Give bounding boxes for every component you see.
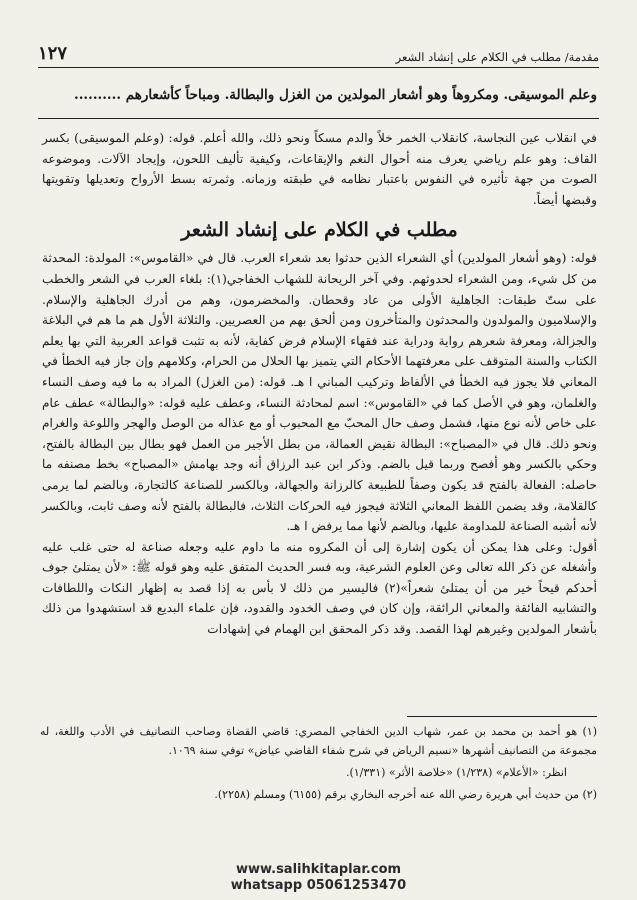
running-title: مقدمة/ مطلب في الكلام على إنشاد الشعر — [395, 50, 599, 64]
footnote-1: (١) هو أحمد بن محمد بن عمر، شهاب الدين الخفاجي المصري: قاضي القضاة وصاحب التصانيف في الأدب واللغة، له مجموعة من التصانيف أشهرها «نسيم الرياض في شرح شفاء القاضي عياض» توفي سنة ١٠٦٩. — [40, 725, 597, 757]
footnote-2: (٢) من حديث أبي هريرة رضي الله عنه أخرجه البخاري برقم (٦١٥٥) ومسلم (٢٢٥٨). — [214, 788, 597, 801]
page-number: ١٢٧ — [38, 43, 68, 64]
running-header — [38, 40, 599, 68]
watermark-whatsapp: whatsapp 05061253470 — [230, 878, 407, 893]
footnote-1-source: انظر: «الأعلام» (١/٢٣٨) «خلاصة الأثر» (١/٣٣١). — [345, 766, 567, 779]
watermark — [0, 862, 637, 894]
matn-line: وعلم الموسيقى. ومكروهاً وهو أشعار المولدين من الغزل والبطالة. ومباحاً كأشعارهم .......... — [74, 87, 597, 103]
paragraph-main-2: أقول: وعلى هذا يمكن أن يكون إشارة إلى أن المكروه منه ما داوم عليه وجعله صناعة له حتى غلب عليه وأشغله عن ذكر الله تعالى وعن العلوم الشرعية، وبه فسر الحديث المتفق عليه وهو قوله ﷺ: «لأن يمتلئ جوف أحدكم قيحاً خير من أن يمتلئ شعراً»(٢) فاليسير من ذلك لا بأس به إذا قصد به إظهار النكات واللطافات والتشابيه الفائقة والمعاني الرائقة، وإن كان في وصف الخدود والقدود، فإن علماء البديع قد استشهدوا من ذلك بأشعار المولدين وغيرهم لهذا القصد. وقد ذكر المحقق ابن الهمام في إشهادات — [42, 539, 597, 637]
paragraph-intro: في انقلاب عين النجاسة، كانقلاب الخمر خلاً والدم مسكاً ونحو ذلك، والله أعلم. قوله: (وعلم الموسيقى) بكسر القاف: وهو علم رياضي يعرف منه أحوال النغم والإيقاعات، وكيفية تأليف اللحون، وإيجاد الآلات. وموضوعه الصوت من جهة تأثيره في النفوس باعتبار نظامه في طبقته وزمانه. وثمرته بسط الأرواح وتعديلها وتقويتها وقبضها أيضاً. — [42, 131, 597, 207]
section-title: مطلب في الكلام على إنشاد الشعر — [181, 219, 458, 242]
matn-divider — [38, 118, 599, 119]
footnote-divider — [407, 716, 597, 717]
paragraph-main-1: قوله: (وهو أشعار المولدين) أي الشعراء الذين حدثوا بعد شعراء العرب. قال في «القاموس»: المولدة: المحدثة من كل شيء، ومن الشعراء لحدوثهم. وفي آخر الريحانة للشهاب الخفاجي(١): بلغاء العرب في الشعر والخطب على ستّ طبقات: الجاهلية الأولى من عاد وقحطان. والمخضرمون، وهم من أدرك الجاهلية والإسلام. والإسلاميون والمولدون والمحدثون والمتأخرون ومن ألحق بهم من العصريين. والثلاثة الأول هم ما هم في البلاغة والجزالة، ومعرفة شعرهم رواية ودراية عند فقهاء الإسلام فرض كفاية، لأنه به تثبت قواعد العربية التي بها يعلم الكتاب والسنة المتوقف على معرفتهما الأحكام التي يتميز بها الحلال من الحرام، وكلامهم وإن جاز فيه الخطأ في المعاني فلا يجوز فيه الخطأ في الألفاظ وتركيب المباني ا هـ. قوله: (من الغزل) المراد به ما فيه وصف النساء والغلمان، وهو في الأصل كما في «القاموس»: اسم لمحادثة النساء، وعطف عليه قوله: «والبطالة» عطف عام على خاص لأنه نوع منها، فشمل وصف حال المحبّ مع المحبوب أو مع عذاله من الوصل والهجر واللوعة والغرام ونحو ذلك. قال في «المصباح»: البطالة نقيض العمالة، من بطل الأجير من العمل فهو بطال بين البطالة بالفتح، وحكي بالكسر وهو أفصح وربما قيل بالضم. وذكر ابن عبد الرزاق أنه وجد بهامش «المصباح» بخط مصنفه ما حاصله: الفعالة بالفتح قد يكون وصفاً للطبيعة كالرزانة والجهالة، وبالكسر للصناعة كالتجارة، وبالضم لما يرمى كالقلامة، وقد يضمن اللفظ المعاني الثلاثة فيجوز فيه الحركات الثلاث، فالبطالة بالفتح لأنه وصف ثابت، وبالكسر لأنه أشبه الصناعة للمداومة عليها، وبالضم لأنها مما يرفض ا هـ. — [42, 251, 597, 534]
main-text — [42, 128, 597, 640]
footnotes — [40, 722, 597, 807]
watermark-site: www.salihkitaplar.com — [235, 862, 402, 877]
